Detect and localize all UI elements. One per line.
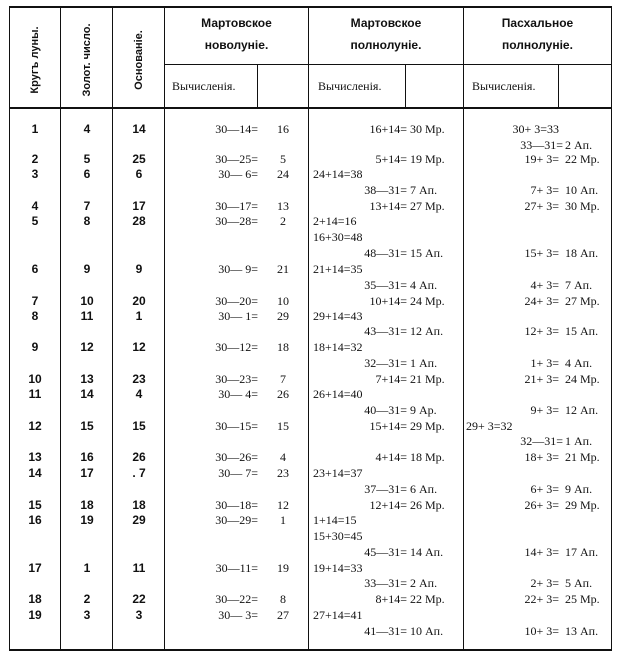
cell-osnovanie: 29 xyxy=(132,513,146,527)
cell-polnolunie-calc-line: 16+30=48 xyxy=(313,230,363,244)
cell-paskhalnoe-value: 22 Мр. xyxy=(565,152,600,166)
cell-polnolunie-calc-line: 27+14=41 xyxy=(313,608,363,622)
cell-polnolunie-calc: 35—31= xyxy=(364,278,407,292)
cell-polnolunie-value: 6 Ап. xyxy=(410,482,438,496)
col-line-1 xyxy=(60,6,61,651)
cell-krug-luny: 4 xyxy=(31,199,39,213)
cell-polnolunie-value: 7 Ап. xyxy=(410,183,438,197)
cell-paskhalnoe-value: 2 Ап. xyxy=(565,138,593,152)
cell-krug-luny: 16 xyxy=(28,513,42,527)
cell-paskhalnoe-calc: 27+ 3= xyxy=(524,199,559,213)
cell-krug-luny: 9 xyxy=(31,340,39,354)
cell-polnolunie-calc: 10+14= xyxy=(369,294,407,308)
cell-polnolunie-value: 1 Ап. xyxy=(410,356,438,370)
cell-osnovanie: 28 xyxy=(132,214,146,228)
cell-novolunie-calc: 30—20= xyxy=(215,294,258,308)
cell-novolunie-calc: 30—29= xyxy=(215,513,258,527)
cell-krug-luny: 10 xyxy=(28,372,42,386)
cell-novolunie-value: 16 xyxy=(277,122,289,136)
cell-krug-luny: 11 xyxy=(28,387,42,401)
cell-polnolunie-value: 24 Мр. xyxy=(410,294,445,308)
cell-paskhalnoe-value: 12 Ап. xyxy=(565,403,599,417)
col-line-3 xyxy=(164,6,165,651)
col-line-4 xyxy=(257,64,258,108)
col-line-2 xyxy=(112,6,113,651)
cell-polnolunie-calc-line: 29+14=43 xyxy=(313,309,363,323)
cell-novolunie-value: 5 xyxy=(280,152,286,166)
cell-zolotoe-chislo: 14 xyxy=(80,387,94,401)
cell-osnovanie: 4 xyxy=(135,387,143,401)
cell-polnolunie-calc: 16+14= xyxy=(369,122,407,136)
header-krug-luny: Кругъ луны. xyxy=(29,26,41,94)
cell-osnovanie: 9 xyxy=(135,262,143,276)
cell-polnolunie-calc-line: 24+14=38 xyxy=(313,167,363,181)
cell-paskhalnoe-value: 27 Мр. xyxy=(565,294,600,308)
cell-osnovanie: 17 xyxy=(132,199,146,213)
cell-polnolunie-calc-line: 18+14=32 xyxy=(313,340,363,354)
cell-paskhalnoe-calc: 1+ 3= xyxy=(530,356,559,370)
cell-polnolunie-value: 14 Ап. xyxy=(410,545,444,559)
cell-zolotoe-chislo: 19 xyxy=(80,513,94,527)
cell-polnolunie-calc-line: 1+14=15 xyxy=(313,513,357,527)
table-bottom-rule xyxy=(9,649,612,651)
cell-zolotoe-chislo: 11 xyxy=(80,309,94,323)
cell-polnolunie-calc: 12+14= xyxy=(369,498,407,512)
cell-novolunie-value: 19 xyxy=(277,561,289,575)
cell-novolunie-value: 18 xyxy=(277,340,289,354)
col-line-left xyxy=(9,6,10,651)
cell-novolunie-calc: 30—22= xyxy=(215,592,258,606)
cell-polnolunie-calc: 37—31= xyxy=(364,482,407,496)
cell-paskhalnoe-value: 5 Ап. xyxy=(565,576,593,590)
cell-paskhalnoe-value: 30 Мр. xyxy=(565,199,600,213)
cell-novolunie-calc: 30— 9= xyxy=(218,262,258,276)
cell-paskhalnoe-calc: 22+ 3= xyxy=(524,592,559,606)
table-top-rule xyxy=(9,6,612,8)
cell-krug-luny: 18 xyxy=(28,592,42,606)
cell-novolunie-value: 10 xyxy=(277,294,289,308)
cell-novolunie-calc: 30—28= xyxy=(215,214,258,228)
cell-krug-luny: 14 xyxy=(28,466,42,480)
cell-polnolunie-calc: 4+14= xyxy=(375,450,407,464)
cell-paskhalnoe-value: 4 Ап. xyxy=(565,356,593,370)
cell-paskhalnoe-value: 25 Мр. xyxy=(565,592,600,606)
cell-osnovanie: 20 xyxy=(132,294,146,308)
cell-paskhalnoe-calc: 10+ 3= xyxy=(524,624,559,638)
cell-novolunie-calc: 30—14= xyxy=(215,122,258,136)
cell-paskhalnoe-value: 7 Ап. xyxy=(565,278,593,292)
cell-novolunie-calc: 30— 4= xyxy=(218,387,258,401)
cell-novolunie-value: 24 xyxy=(277,167,289,181)
cell-paskhalnoe-value: 1 Ап. xyxy=(565,434,593,448)
cell-novolunie-value: 8 xyxy=(280,592,286,606)
cell-polnolunie-calc: 15+14= xyxy=(369,419,407,433)
cell-polnolunie-value: 15 Ап. xyxy=(410,246,444,260)
cell-zolotoe-chislo: 4 xyxy=(83,122,91,136)
cell-polnolunie-calc: 7+14= xyxy=(375,372,407,386)
cell-zolotoe-chislo: 16 xyxy=(80,450,94,464)
cell-polnolunie-value: 22 Мр. xyxy=(410,592,445,606)
header-paskhalnoe-polnolunie xyxy=(464,17,611,51)
cell-paskhalnoe-calc: 21+ 3= xyxy=(524,372,559,386)
cell-polnolunie-calc-line: 26+14=40 xyxy=(313,387,363,401)
cell-paskhalnoe-calc: 6+ 3= xyxy=(530,482,559,496)
cell-novolunie-calc: 30—11= xyxy=(215,561,258,575)
cell-zolotoe-chislo: 18 xyxy=(80,498,94,512)
cell-paskhalnoe-value: 10 Ап. xyxy=(565,183,599,197)
cell-krug-luny: 15 xyxy=(28,498,42,512)
cell-krug-luny: 6 xyxy=(31,262,39,276)
cell-novolunie-value: 4 xyxy=(280,450,286,464)
cell-polnolunie-value: 2 Ап. xyxy=(410,576,438,590)
cell-novolunie-value: 21 xyxy=(277,262,289,276)
cell-osnovanie: 22 xyxy=(132,592,146,606)
cell-polnolunie-value: 21 Мр. xyxy=(410,372,445,386)
cell-zolotoe-chislo: 3 xyxy=(83,608,91,622)
cell-novolunie-calc: 30— 7= xyxy=(218,466,258,480)
cell-osnovanie: 15 xyxy=(132,419,146,433)
cell-paskhalnoe-value: 15 Ап. xyxy=(565,324,599,338)
cell-polnolunie-calc-line: 15+30=45 xyxy=(313,529,363,543)
cell-paskhalnoe-calc: 4+ 3= xyxy=(530,278,559,292)
cell-polnolunie-calc: 48—31= xyxy=(364,246,407,260)
cell-polnolunie-calc: 43—31= xyxy=(364,324,407,338)
cell-novolunie-value: 23 xyxy=(277,466,289,480)
cell-osnovanie: 14 xyxy=(132,122,146,136)
cell-osnovanie: 18 xyxy=(132,498,146,512)
cell-polnolunie-calc: 40—31= xyxy=(364,403,407,417)
cell-krug-luny: 17 xyxy=(28,561,42,575)
cell-polnolunie-value: 27 Мр. xyxy=(410,199,445,213)
cell-zolotoe-chislo: 5 xyxy=(83,152,91,166)
cell-osnovanie: . 7 xyxy=(132,466,146,480)
subheader-vychisleniya-1: Вычисленія. xyxy=(172,79,236,93)
cell-polnolunie-calc-line: 21+14=35 xyxy=(313,262,363,276)
cell-paskhalnoe-calc: 7+ 3= xyxy=(530,183,559,197)
cell-polnolunie-value: 29 Мр. xyxy=(410,419,445,433)
cell-krug-luny: 13 xyxy=(28,450,42,464)
col-line-7 xyxy=(463,6,464,651)
cell-novolunie-value: 15 xyxy=(277,419,289,433)
cell-novolunie-calc: 30—23= xyxy=(215,372,258,386)
col-line-8 xyxy=(558,64,559,108)
cell-krug-luny: 5 xyxy=(31,214,39,228)
col-line-right xyxy=(611,6,612,651)
cell-polnolunie-value: 9 Ар. xyxy=(410,403,437,417)
cell-paskhalnoe-calc: 19+ 3= xyxy=(524,152,559,166)
cell-novolunie-calc: 30— 1= xyxy=(218,309,258,323)
cell-paskhalnoe-calc: 9+ 3= xyxy=(530,403,559,417)
cell-polnolunie-calc: 32—31= xyxy=(364,356,407,370)
cell-novolunie-calc: 30—17= xyxy=(215,199,258,213)
cell-osnovanie: 3 xyxy=(135,608,143,622)
cell-novolunie-calc: 30— 6= xyxy=(218,167,258,181)
cell-novolunie-calc: 30—26= xyxy=(215,450,258,464)
cell-polnolunie-value: 19 Мр. xyxy=(410,152,445,166)
cell-zolotoe-chislo: 9 xyxy=(83,262,91,276)
cell-novolunie-calc: 30—12= xyxy=(215,340,258,354)
cell-paskhalnoe-value: 29 Мр. xyxy=(565,498,600,512)
header-line: новолуніе. xyxy=(204,38,269,52)
cell-paskhalnoe-value: 17 Ап. xyxy=(565,545,599,559)
cell-polnolunie-value: 10 Ап. xyxy=(410,624,444,638)
cell-polnolunie-calc-line: 2+14=16 xyxy=(313,214,357,228)
cell-polnolunie-value: 26 Мр. xyxy=(410,498,445,512)
cell-polnolunie-calc: 41—31= xyxy=(364,624,407,638)
header-martovskoe-polnolunie xyxy=(309,17,463,51)
header-line: полнолуніе. xyxy=(502,38,573,52)
cell-paskhalnoe-calc: 18+ 3= xyxy=(524,450,559,464)
cell-zolotoe-chislo: 12 xyxy=(80,340,94,354)
cell-zolotoe-chislo: 15 xyxy=(80,419,94,433)
header-line: полнолуніе. xyxy=(350,38,422,52)
cell-novolunie-value: 29 xyxy=(277,309,289,323)
cell-polnolunie-calc-line: 23+14=37 xyxy=(313,466,363,480)
cell-zolotoe-chislo: 8 xyxy=(83,214,91,228)
cell-polnolunie-calc: 5+14= xyxy=(375,152,407,166)
header-osnovanie: Основаніе. xyxy=(133,30,145,90)
cell-osnovanie: 25 xyxy=(132,152,146,166)
cell-novolunie-value: 7 xyxy=(280,372,286,386)
cell-osnovanie: 12 xyxy=(132,340,146,354)
cell-osnovanie: 23 xyxy=(132,372,146,386)
cell-novolunie-calc: 30—18= xyxy=(215,498,258,512)
cell-polnolunie-calc: 33—31= xyxy=(364,576,407,590)
cell-krug-luny: 19 xyxy=(28,608,42,622)
cell-osnovanie: 26 xyxy=(132,450,146,464)
cell-zolotoe-chislo: 7 xyxy=(83,199,91,213)
cell-krug-luny: 1 xyxy=(31,122,39,136)
cell-paskhalnoe-calc: 26+ 3= xyxy=(524,498,559,512)
cell-paskhalnoe-value: 13 Ап. xyxy=(565,624,599,638)
cell-osnovanie: 6 xyxy=(135,167,143,181)
header-line: Мартовское xyxy=(201,16,272,30)
cell-zolotoe-chislo: 17 xyxy=(80,466,94,480)
cell-paskhalnoe-calc: 15+ 3= xyxy=(524,246,559,260)
cell-polnolunie-calc: 45—31= xyxy=(364,545,407,559)
cell-zolotoe-chislo: 10 xyxy=(80,294,94,308)
cell-krug-luny: 7 xyxy=(31,294,39,308)
subheader-vychisleniya-3: Вычисленія. xyxy=(472,79,536,93)
cell-novolunie-value: 27 xyxy=(277,608,289,622)
cell-paskhalnoe-value: 18 Ап. xyxy=(565,246,599,260)
cell-krug-luny: 3 xyxy=(31,167,39,181)
cell-polnolunie-value: 30 Мр. xyxy=(410,122,445,136)
header-line: Мартовское xyxy=(350,16,422,30)
cell-paskhalnoe-calc: 2+ 3= xyxy=(530,576,559,590)
subheader-rule xyxy=(164,64,612,65)
cell-zolotoe-chislo: 2 xyxy=(83,592,91,606)
cell-novolunie-value: 26 xyxy=(277,387,289,401)
header-bottom-rule xyxy=(9,107,612,109)
cell-novolunie-calc: 30—25= xyxy=(215,152,258,166)
cell-polnolunie-value: 18 Мр. xyxy=(410,450,445,464)
cell-polnolunie-calc: 38—31= xyxy=(364,183,407,197)
cell-paskhalnoe-calc: 33—31= xyxy=(520,138,563,152)
cell-paskhalnoe-calc-line: 29+ 3=32 xyxy=(466,419,513,433)
cell-paskhalnoe-calc: 14+ 3= xyxy=(524,545,559,559)
cell-polnolunie-calc: 8+14= xyxy=(375,592,407,606)
cell-krug-luny: 2 xyxy=(31,152,39,166)
cell-paskhalnoe-calc: 30+ 3=33 xyxy=(512,122,559,136)
cell-novolunie-calc: 30—15= xyxy=(215,419,258,433)
cell-osnovanie: 1 xyxy=(135,309,143,323)
cell-novolunie-value: 1 xyxy=(280,513,286,527)
cell-paskhalnoe-value: 9 Ап. xyxy=(565,482,593,496)
cell-osnovanie: 11 xyxy=(132,561,146,575)
cell-zolotoe-chislo: 13 xyxy=(80,372,94,386)
cell-novolunie-value: 13 xyxy=(277,199,289,213)
cell-paskhalnoe-value: 24 Мр. xyxy=(565,372,600,386)
cell-paskhalnoe-calc: 12+ 3= xyxy=(524,324,559,338)
cell-novolunie-value: 2 xyxy=(280,214,286,228)
cell-zolotoe-chislo: 1 xyxy=(83,561,91,575)
cell-paskhalnoe-calc: 24+ 3= xyxy=(524,294,559,308)
cell-krug-luny: 12 xyxy=(28,419,42,433)
cell-polnolunie-value: 4 Ап. xyxy=(410,278,438,292)
subheader-vychisleniya-2: Вычисленія. xyxy=(318,79,382,93)
cell-zolotoe-chislo: 6 xyxy=(83,167,91,181)
cell-paskhalnoe-calc: 32—31= xyxy=(520,434,563,448)
col-line-5 xyxy=(308,6,309,651)
cell-polnolunie-calc: 13+14= xyxy=(369,199,407,213)
header-martovskoe-novolunie xyxy=(165,17,308,51)
cell-novolunie-value: 12 xyxy=(277,498,289,512)
cell-novolunie-calc: 30— 3= xyxy=(218,608,258,622)
col-line-6 xyxy=(405,64,406,108)
cell-krug-luny: 8 xyxy=(31,309,39,323)
cell-polnolunie-calc-line: 19+14=33 xyxy=(313,561,363,575)
header-zolotoe-chislo: Золот. число. xyxy=(81,23,93,97)
cell-paskhalnoe-value: 21 Мр. xyxy=(565,450,600,464)
cell-polnolunie-value: 12 Ап. xyxy=(410,324,444,338)
header-line: Пасхальное xyxy=(501,16,574,30)
